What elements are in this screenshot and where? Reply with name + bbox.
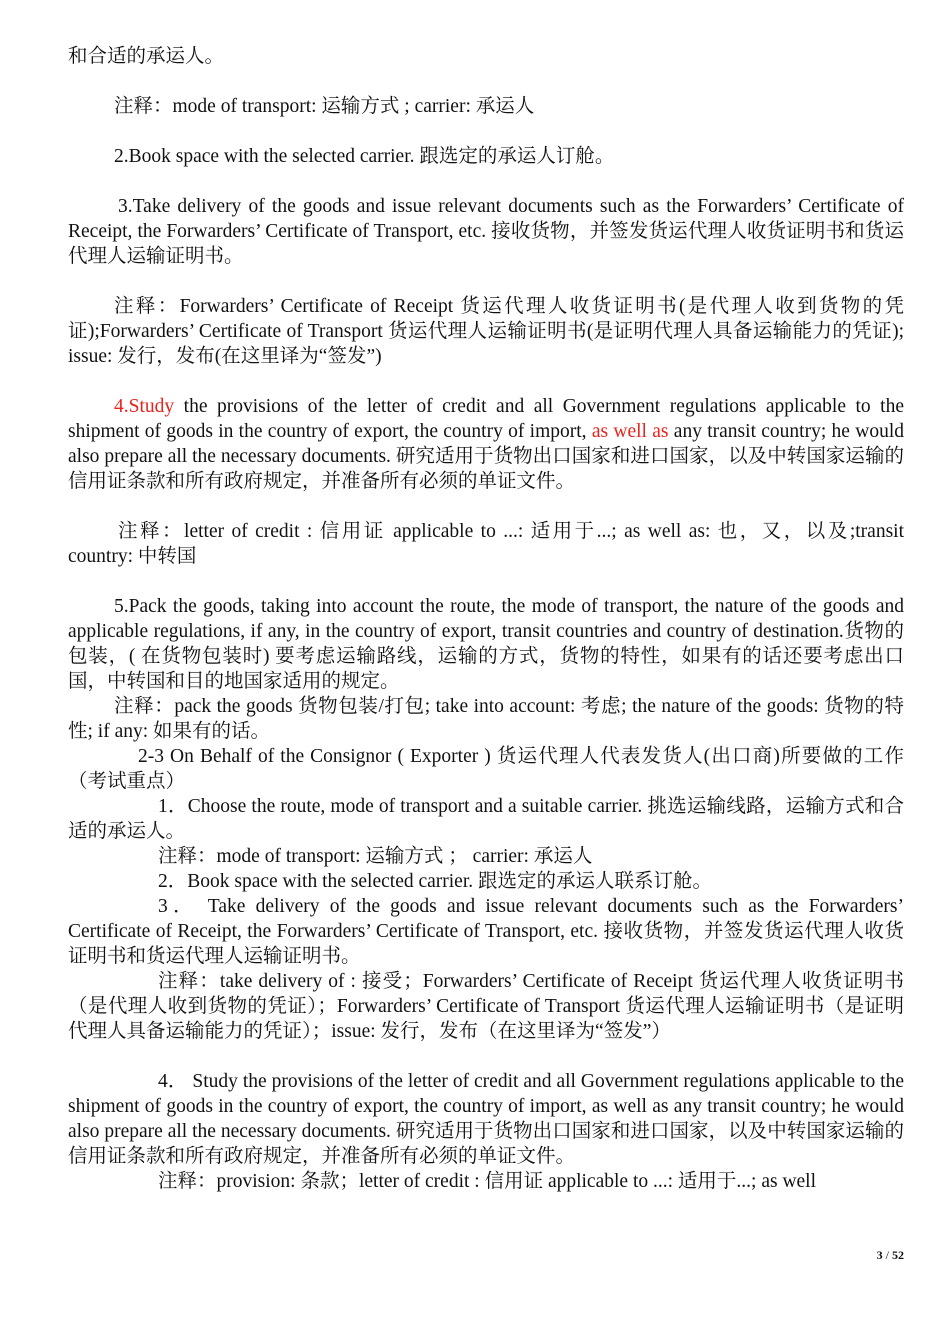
note-letter-of-credit: 注释：letter of credit : 信用证 applicable to ...: 适用于...; as well as: 也，又，以及;transit country: 中转国 [68,521,904,567]
page-separator: / [882,1248,892,1262]
item-book-space-2: 2．Book space with the selected carrier. 跟选定的承运人联系订舱。 [158,871,713,892]
page-number [877,1248,904,1263]
note-mode-of-transport: 注释：mode of transport: 运输方式 ; carrier: 承运人 [114,96,535,117]
note-mode-carrier: 注释：mode of transport: 运输方式 ； carrier: 承运人 [158,846,593,867]
paragraph-continuation: 和合适的承运人。 [68,46,225,67]
note-certificates-2: 注释：take delivery of : 接受；Forwarders’ Certificate of Receipt 货运代理人收货证明书（是代理人收到货物的凭证）；Forwarders’ Certificate of Transport 货运代理人运输证明书（是证明代理人具备运输能力的凭证）；issue: 发行，发布（在这里译为“签发”） [68,971,904,1042]
item-book-space: 2.Book space with the selected carrier. 跟选定的承运人订舱。 [114,146,615,167]
item-pack-goods: 5.Pack the goods, taking into account the route, the mode of transport, the nature of the goods and applicable regulations, if any, in the country of export, transit countries and country of destination.货物的包装，( 在货物包装时) 要考虑运输路线，运输的方式，货物的特性，如果有的话还要考虑出口国，中转国和目的地国家适用的规定。 [68,596,904,692]
item-take-delivery-2: 3． Take delivery of the goods and issue relevant documents such as the Forwarders’ Certificate of Receipt, the Forwarders’ Certificate of Transport, etc. 接收货物，并签发货运代理人收货证明书和货运代理人运输证明书。 [68,896,904,967]
note-certificates: 注释：Forwarders’ Certificate of Receipt 货运代理人收货证明书(是代理人收到货物的凭证);Forwarders’ Certificate of Transport 货运代理人运输证明书(是证明代理人具备运输能力的凭证); issue: 发行，发布(在这里译为“签发”) [68,296,904,367]
item-choose-route: 1．Choose the route, mode of transport and a suitable carrier. 挑选运输线路，运输方式和合适的承运人。 [68,796,904,842]
section-heading-consignor: 2-3 On Behalf of the Consignor ( Exporter ) 货运代理人代表发货人(出口商)所要做的工作（考试重点） [68,746,904,792]
page-current: 3 [876,1248,883,1262]
study-text-part2: any transit country; he would also prepare all the necessary documents. 研究适用于货物出口国家和进口国家，以及中转国家运输的信用证条款和所有政府规定，并准备所有必须的单证文件。 [68,421,904,492]
highlight-as-well-as: as well as [591,421,669,442]
note-provision: 注释：provision: 条款；letter of credit : 信用证 applicable to ...: 适用于...; as well [158,1171,817,1192]
item-study-provisions-2: 4． Study the provisions of the letter of credit and all Government regulations applicable to the shipment of goods in the country of export, the country of import, as well as any transit country; he would also prepare all the necessary documents. 研究适用于货物出口国家和进口国家，以及中转国家运输的信用证条款和所有政府规定，并准备所有必须的单证文件。 [68,1071,904,1167]
document-page [68,44,904,1194]
page-total: 52 [892,1248,904,1262]
study-text-part1: the provisions of the letter of credit and all Government regulations applicable to the shipment of goods in the country of export, the country of import, [68,396,904,442]
item-study-provisions [68,394,904,494]
highlight-study: 4.Study [114,396,175,417]
item-take-delivery: 3.Take delivery of the goods and issue relevant documents such as the Forwarders’ Certificate of Receipt, the Forwarders’ Certificate of Transport, etc. 接收货物，并签发货运代理人收货证明书和货运代理人运输证明书。 [68,196,904,267]
note-pack-goods: 注释：pack the goods 货物包装/打包; take into account: 考虑; the nature of the goods: 货物的特性; if any: 如果有的话。 [68,696,904,742]
